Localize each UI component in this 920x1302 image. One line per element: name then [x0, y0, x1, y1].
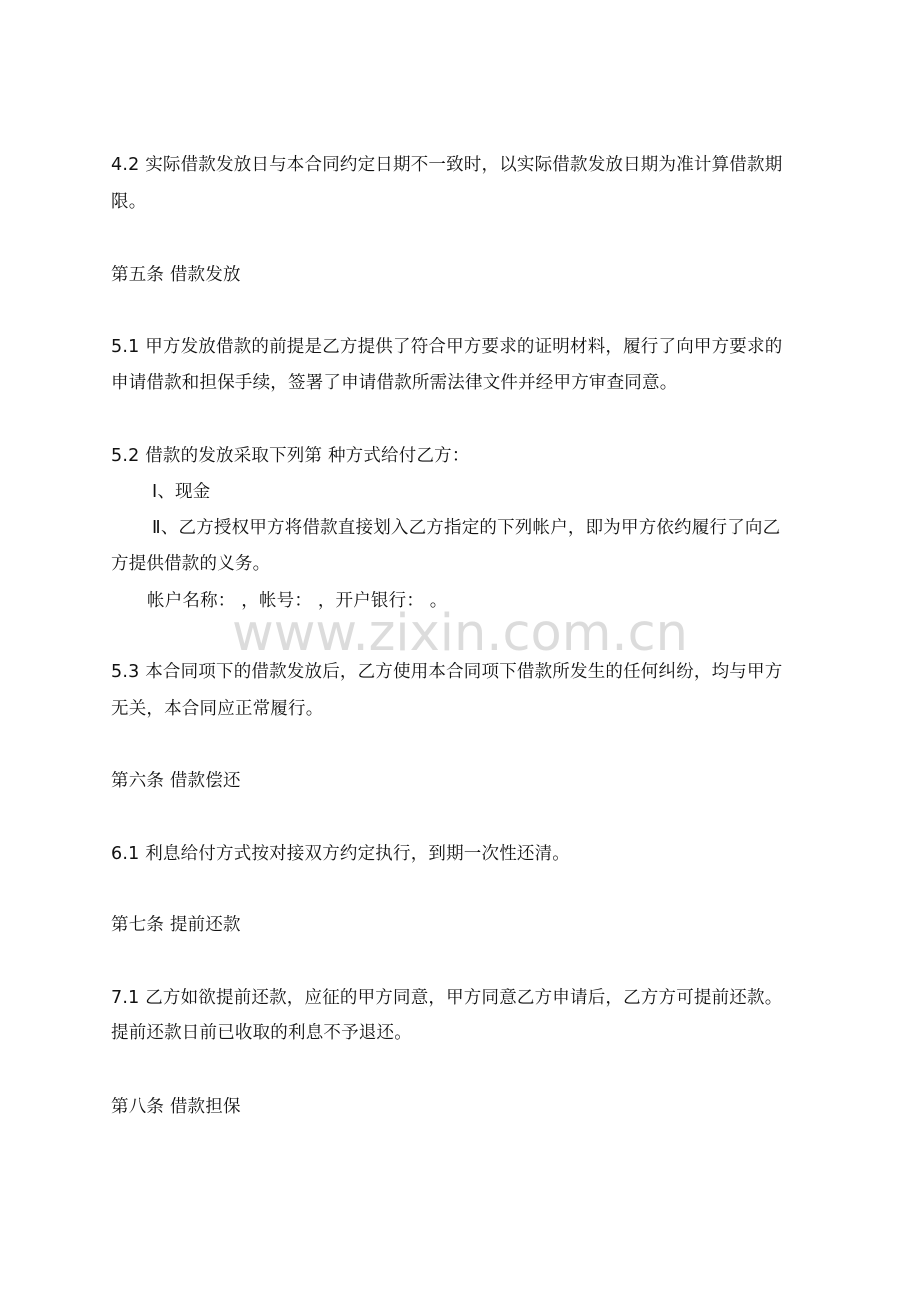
article-5-heading: 第五条 借款发放	[111, 265, 241, 285]
clause-5-1-line-2: 申请借款和担保手续，签署了申请借款所需法律文件并经甲方审查同意。	[111, 373, 678, 393]
account-info-line: 帐户名称： ，帐号： ，开户银行： 。	[147, 591, 448, 611]
option-2-line-2: 方提供借款的义务。	[111, 554, 271, 574]
option-1-cash: Ⅰ、现金	[152, 482, 211, 502]
option-2-line-1: Ⅱ、乙方授权甲方将借款直接划入乙方指定的下列帐户，即为甲方依约履行了向乙	[152, 518, 781, 538]
article-7-heading: 第七条 提前还款	[111, 915, 241, 935]
clause-5-3-line-2: 无关，本合同应正常履行。	[111, 699, 324, 719]
clause-6-1-line: 6.1 利息给付方式按对接双方约定执行，到期一次性还清。	[111, 844, 570, 864]
clause-5-3-line-1: 5.3 本合同项下的借款发放后，乙方使用本合同项下借款所发生的任何纠纷，均与甲方	[111, 662, 783, 682]
clause-4-2-line-1: 4.2 实际借款发放日与本合同约定日期不一致时，以实际借款发放日期为准计算借款期	[111, 155, 783, 175]
clause-5-2-line: 5.2 借款的发放采取下列第 种方式给付乙方：	[111, 446, 470, 466]
clause-7-1-line-2: 提前还款日前已收取的利息不予退还。	[111, 1023, 412, 1043]
clause-7-1-line-1: 7.1 乙方如欲提前还款，应征的甲方同意，甲方同意乙方申请后，乙方方可提前还款。	[111, 988, 783, 1008]
article-8-heading: 第八条 借款担保	[111, 1097, 241, 1117]
clause-4-2-line-2: 限。	[111, 192, 147, 212]
watermark: www.zixin.com.cn	[232, 604, 688, 663]
clause-5-1-line-1: 5.1 甲方发放借款的前提是乙方提供了符合甲方要求的证明材料，履行了向甲方要求的	[111, 337, 783, 357]
article-6-heading: 第六条 借款偿还	[111, 771, 241, 791]
